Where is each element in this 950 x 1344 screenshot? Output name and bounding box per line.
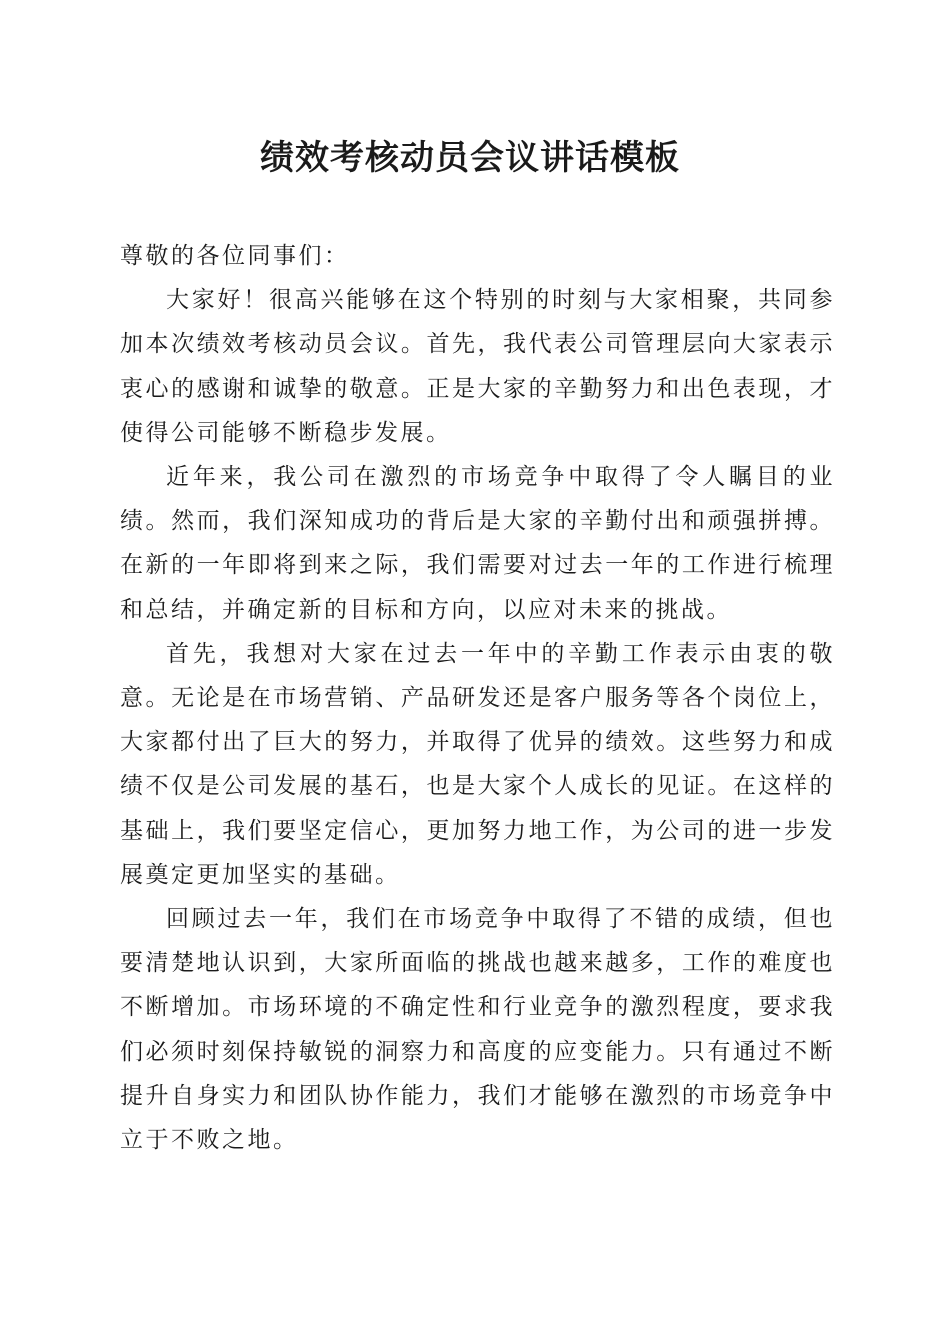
document-title: 绩效考核动员会议讲话模板 (260, 138, 680, 178)
paragraph-1: 大家好！很高兴能够在这个特别的时刻与大家相聚，共同参加本次绩效考核动员会议。首先，我代表公司管理层向大家表示衷心的感谢和诚挚的敬意。正是大家的辛勤努力和出色表现，才使得公司能够不断稳步发展。 (120, 287, 835, 446)
paragraph-2: 近年来，我公司在激烈的市场竞争中取得了令人瞩目的业绩。然而，我们深知成功的背后是大家的辛勤付出和顽强拼搏。在新的一年即将到来之际，我们需要对过去一年的工作进行梳理和总结，并确定新的目标和方向，以应对未来的挑战。 (120, 464, 835, 623)
salutation: 尊敬的各位同事们： (120, 243, 350, 269)
document-body (120, 234, 835, 1162)
paragraph-4: 回顾过去一年，我们在市场竞争中取得了不错的成绩，但也要清楚地认识到，大家所面临的挑战也越来越多，工作的难度也不断增加。市场环境的不确定性和行业竞争的激烈程度，要求我们必须时刻保持敏锐的洞察力和高度的应变能力。只有通过不断提升自身实力和团队协作能力，我们才能够在激烈的市场竞争中立于不败之地。 (120, 906, 835, 1154)
paragraph-3: 首先，我想对大家在过去一年中的辛勤工作表示由衷的敬意。无论是在市场营销、产品研发还是客户服务等各个岗位上，大家都付出了巨大的努力，并取得了优异的绩效。这些努力和成绩不仅是公司发展的基石，也是大家个人成长的见证。在这样的基础上，我们要坚定信心，更加努力地工作，为公司的进一步发展奠定更加坚实的基础。 (120, 640, 835, 888)
